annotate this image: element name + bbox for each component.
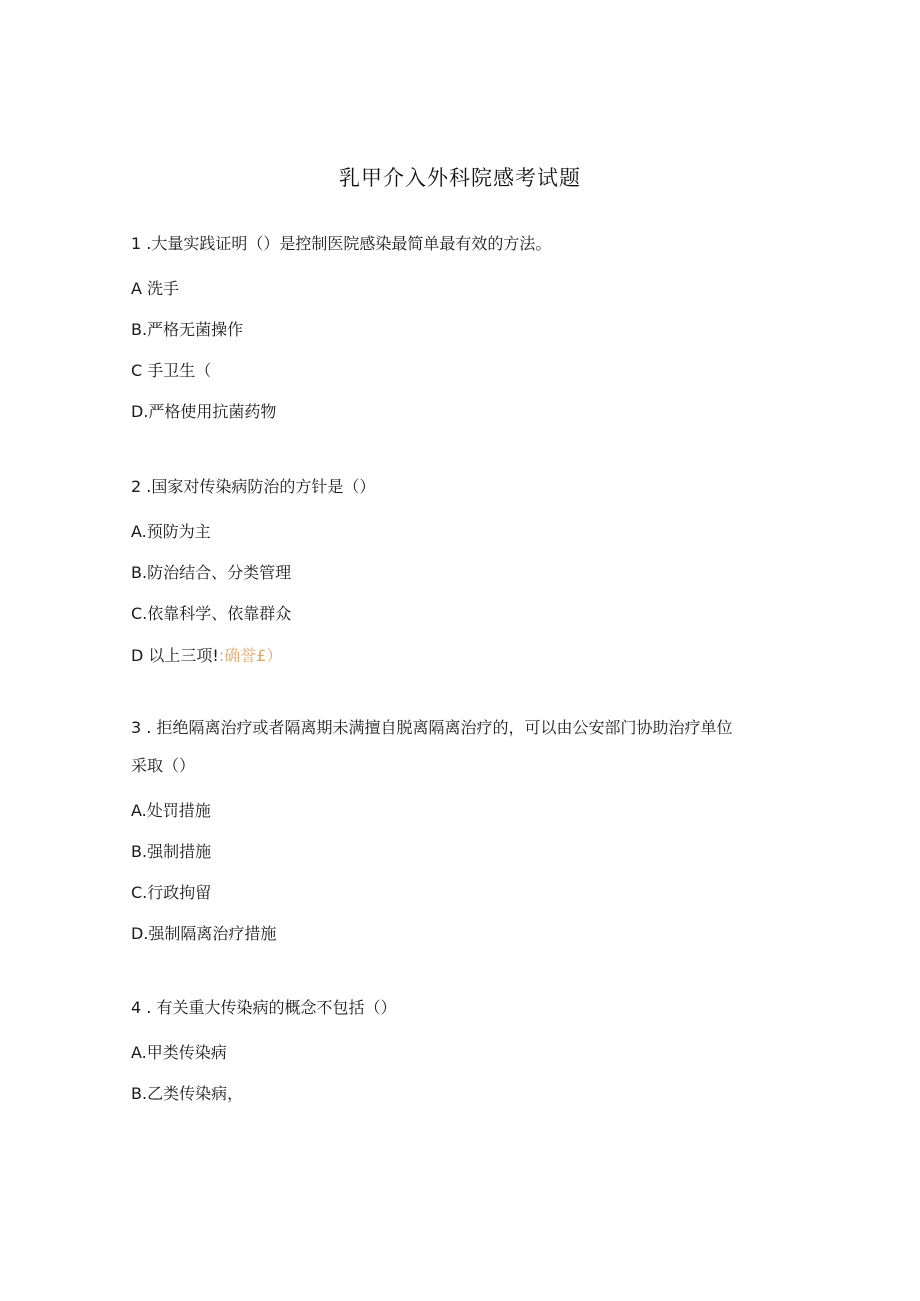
question-3-option-c: C.行政拘留	[131, 883, 212, 902]
question-2-option-d-note: :确誉£）	[218, 646, 283, 665]
question-2-stem: 2 .国家对传染病防治的方针是（）	[131, 477, 376, 496]
question-3-stem-continued: 采取（）	[131, 756, 196, 775]
question-3-option-d: D.强制隔离治疗措施	[131, 924, 277, 943]
question-3-option-a: A.处罚措施	[131, 801, 211, 820]
question-3-stem: 3 . 拒绝隔离治疗或者隔离期未满擅自脱离隔离治疗的，可以由公安部门协助治疗单位	[131, 718, 733, 737]
question-2-option-d	[131, 645, 282, 667]
question-2-option-d-text: D 以上三项!	[131, 646, 219, 665]
question-1-option-d: D.严格使用抗菌药物	[131, 402, 277, 421]
question-2-option-b: B.防治结合、分类管理	[131, 563, 292, 582]
question-4-option-b: B.乙类传染病，	[131, 1084, 244, 1103]
question-2-option-a: A.预防为主	[131, 522, 211, 541]
question-2-option-c: C.依靠科学、依靠群众	[131, 604, 292, 623]
page-title: 乳甲介入外科院感考试题	[339, 166, 581, 190]
question-1-option-c: C 手卫生（	[131, 361, 212, 380]
question-4-option-a: A.甲类传染病	[131, 1043, 227, 1062]
question-1-option-a: A 洗手	[131, 279, 180, 298]
question-1-stem: 1 .大量实践证明（）是控制医院感染最简单最有效的方法。	[131, 234, 552, 253]
question-4-stem: 4 . 有关重大传染病的概念不包括（）	[131, 998, 397, 1017]
question-1-option-b: B.严格无菌操作	[131, 320, 244, 339]
question-3-option-b: B.强制措施	[131, 842, 212, 861]
